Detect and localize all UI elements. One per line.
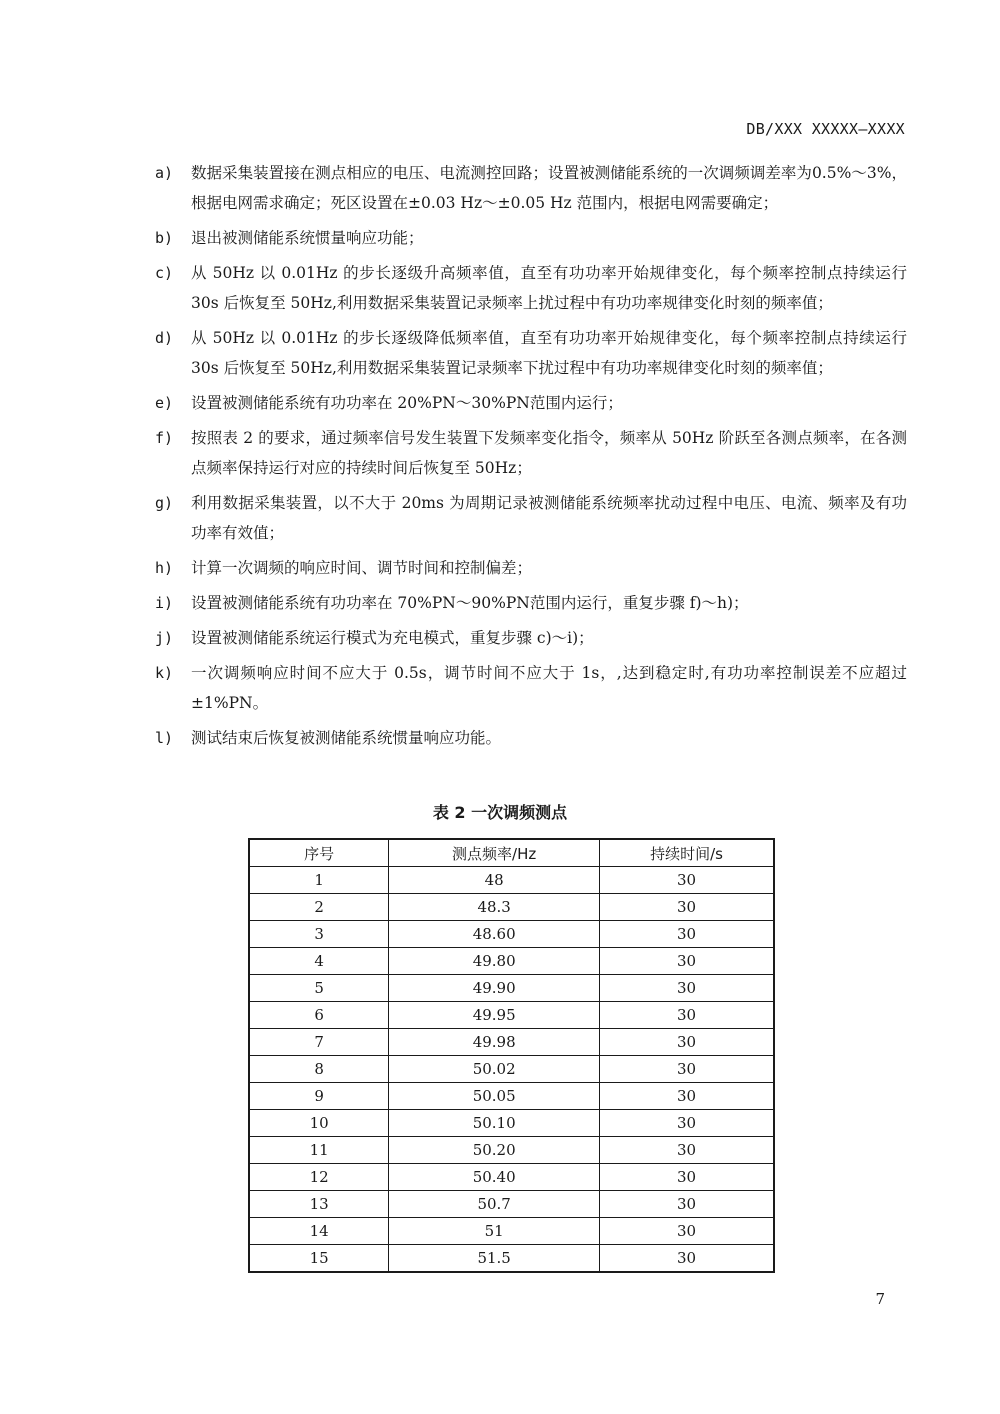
table-row bbox=[249, 1218, 774, 1245]
cell-duration: 30 bbox=[600, 975, 775, 1002]
cell-frequency: 51 bbox=[389, 1218, 600, 1245]
cell-frequency: 50.40 bbox=[389, 1164, 600, 1191]
table-body bbox=[249, 867, 774, 1273]
cell-duration: 30 bbox=[600, 921, 775, 948]
table-row bbox=[249, 867, 774, 894]
table-row bbox=[249, 1029, 774, 1056]
list-item bbox=[155, 588, 907, 618]
cell-index: 1 bbox=[249, 867, 389, 894]
list-item bbox=[155, 553, 907, 583]
list-item-text: 设置被测储能系统运行模式为充电模式，重复步骤 c)～i)； bbox=[191, 629, 594, 647]
page-number: 7 bbox=[875, 1290, 885, 1308]
list-marker: i) bbox=[155, 594, 174, 612]
cell-duration: 30 bbox=[600, 1164, 775, 1191]
list-item-text: 设置被测储能系统有功功率在 20%PN～30%PN范围内运行； bbox=[191, 394, 623, 412]
cell-duration: 30 bbox=[600, 1245, 775, 1273]
list-marker: l) bbox=[155, 729, 174, 747]
cell-index: 9 bbox=[249, 1083, 389, 1110]
cell-index: 3 bbox=[249, 921, 389, 948]
table-row bbox=[249, 894, 774, 921]
list-marker: a) bbox=[155, 164, 174, 182]
list-item bbox=[155, 723, 907, 753]
list-marker: h) bbox=[155, 559, 174, 577]
list-item-text: 从 50Hz 以 0.01Hz 的步长逐级升高频率值，直至有功功率开始规律变化，每个频率控制点持续运行 30s 后恢复至 50Hz,利用数据采集装置记录频率上扰过程中有功功率规律变化时刻的频率值； bbox=[191, 264, 907, 312]
cell-frequency: 51.5 bbox=[389, 1245, 600, 1273]
table-row bbox=[249, 1083, 774, 1110]
table-row bbox=[249, 1191, 774, 1218]
cell-frequency: 50.20 bbox=[389, 1137, 600, 1164]
cell-index: 5 bbox=[249, 975, 389, 1002]
list-marker: e) bbox=[155, 394, 174, 412]
list-marker: g) bbox=[155, 494, 174, 512]
list-item bbox=[155, 623, 907, 653]
cell-index: 11 bbox=[249, 1137, 389, 1164]
list-item-text: 计算一次调频的响应时间、调节时间和控制偏差； bbox=[191, 559, 533, 577]
table-row bbox=[249, 975, 774, 1002]
cell-frequency: 50.02 bbox=[389, 1056, 600, 1083]
list-item bbox=[155, 388, 907, 418]
table-caption: 表 2 一次调频测点 bbox=[432, 803, 568, 822]
cell-duration: 30 bbox=[600, 867, 775, 894]
cell-index: 12 bbox=[249, 1164, 389, 1191]
cell-duration: 30 bbox=[600, 1218, 775, 1245]
column-header-frequency: 测点频率/Hz bbox=[389, 839, 600, 867]
column-header-duration: 持续时间/s bbox=[600, 839, 775, 867]
table-row bbox=[249, 1164, 774, 1191]
document-code: DB/XXX XXXXX—XXXX bbox=[746, 120, 905, 138]
table-row bbox=[249, 921, 774, 948]
list-item-text: 设置被测储能系统有功功率在 70%PN～90%PN范围内运行，重复步骤 f)～h)； bbox=[191, 594, 749, 612]
list-marker: c) bbox=[155, 264, 174, 282]
list-marker: k) bbox=[155, 664, 174, 682]
list-item-text: 利用数据采集装置，以不大于 20ms 为周期记录被测储能系统频率扰动过程中电压、电流、频率及有功功率有效值； bbox=[191, 494, 907, 542]
table-row bbox=[249, 1245, 774, 1273]
cell-index: 15 bbox=[249, 1245, 389, 1273]
cell-frequency: 49.90 bbox=[389, 975, 600, 1002]
cell-duration: 30 bbox=[600, 1137, 775, 1164]
cell-index: 2 bbox=[249, 894, 389, 921]
cell-index: 7 bbox=[249, 1029, 389, 1056]
list-item bbox=[155, 323, 907, 383]
cell-index: 13 bbox=[249, 1191, 389, 1218]
list-marker: b) bbox=[155, 229, 174, 247]
cell-duration: 30 bbox=[600, 1002, 775, 1029]
cell-duration: 30 bbox=[600, 1191, 775, 1218]
cell-duration: 30 bbox=[600, 894, 775, 921]
cell-frequency: 49.98 bbox=[389, 1029, 600, 1056]
cell-index: 8 bbox=[249, 1056, 389, 1083]
table-row bbox=[249, 1137, 774, 1164]
table-row bbox=[249, 1056, 774, 1083]
cell-duration: 30 bbox=[600, 1056, 775, 1083]
table-row bbox=[249, 948, 774, 975]
table-row bbox=[249, 1002, 774, 1029]
table-row bbox=[249, 1110, 774, 1137]
frequency-test-points-table bbox=[248, 838, 775, 1273]
cell-frequency: 48.60 bbox=[389, 921, 600, 948]
table-header-row bbox=[249, 839, 774, 867]
list-marker: j) bbox=[155, 629, 174, 647]
column-header-index: 序号 bbox=[249, 839, 389, 867]
cell-frequency: 50.05 bbox=[389, 1083, 600, 1110]
list-item-text: 从 50Hz 以 0.01Hz 的步长逐级降低频率值，直至有功功率开始规律变化，每个频率控制点持续运行 30s 后恢复至 50Hz,利用数据采集装置记录频率下扰过程中有功功率规律变化时刻的频率值； bbox=[191, 329, 907, 377]
cell-index: 4 bbox=[249, 948, 389, 975]
cell-frequency: 48 bbox=[389, 867, 600, 894]
list-marker: f) bbox=[155, 429, 174, 447]
cell-duration: 30 bbox=[600, 948, 775, 975]
list-item-text: 按照表 2 的要求，通过频率信号发生装置下发频率变化指令，频率从 50Hz 阶跃至各测点频率，在各测点频率保持运行对应的持续时间后恢复至 50Hz； bbox=[191, 429, 907, 477]
cell-frequency: 50.7 bbox=[389, 1191, 600, 1218]
cell-duration: 30 bbox=[600, 1083, 775, 1110]
cell-frequency: 49.80 bbox=[389, 948, 600, 975]
list-item-text: 测试结束后恢复被测储能系统惯量响应功能。 bbox=[191, 729, 502, 747]
list-item bbox=[155, 258, 907, 318]
cell-duration: 30 bbox=[600, 1110, 775, 1137]
cell-index: 10 bbox=[249, 1110, 389, 1137]
list-item-text: 一次调频响应时间不应大于 0.5s，调节时间不应大于 1s，,达到稳定时,有功功率控制误差不应超过±1%PN。 bbox=[191, 664, 907, 712]
list-item bbox=[155, 423, 907, 483]
cell-frequency: 49.95 bbox=[389, 1002, 600, 1029]
list-item bbox=[155, 658, 907, 718]
list-item bbox=[155, 488, 907, 548]
list-item-text: 退出被测储能系统惯量响应功能； bbox=[191, 229, 424, 247]
list-item-text: 数据采集装置接在测点相应的电压、电流测控回路；设置被测储能系统的一次调频调差率为0.5%～3%，根据电网需求确定；死区设置在±0.03 Hz～±0.05 Hz 范围内，根据电网需要确定； bbox=[191, 164, 907, 212]
list-marker: d) bbox=[155, 329, 174, 347]
cell-frequency: 50.10 bbox=[389, 1110, 600, 1137]
cell-index: 6 bbox=[249, 1002, 389, 1029]
list-item bbox=[155, 158, 907, 218]
list-item bbox=[155, 223, 907, 253]
cell-frequency: 48.3 bbox=[389, 894, 600, 921]
cell-duration: 30 bbox=[600, 1029, 775, 1056]
procedure-list bbox=[155, 158, 907, 758]
cell-index: 14 bbox=[249, 1218, 389, 1245]
